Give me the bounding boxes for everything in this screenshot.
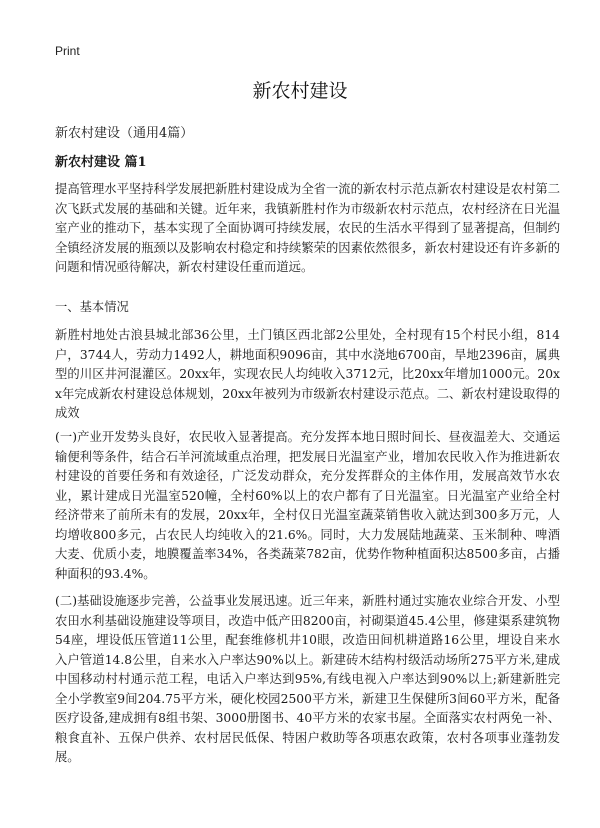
paragraph-basic-situation: 新胜村地处古浪县城北部36公里，土门镇区西北部2公里处，全村现有15个村民小组，814户，3744人，劳动力1492人，耕地面积9096亩，其中水浇地6700亩，旱地2396亩，属典型的川区井河混灌区。20xx年，实现农民人均纯收入3712元，比20xx年增加1000元。20xx年完成新农村建设总体规划，20xx年被列为市级新农村建设示范点。二、新农村建设取得的成效 [55, 328, 560, 420]
subheading-basic-situation: 一、基本情况 [55, 300, 129, 314]
document-subtitle: 新农村建设（通用4篇） [55, 126, 194, 141]
section-heading: 新农村建设 篇1 [55, 155, 147, 170]
paragraph-infrastructure: (二)基础设施逐步完善，公益事业发展迅速。近三年来，新胜村通过实施农业综合开发、小型农田水利基础设施建设等项目，改造中低产田8200亩，衬砌渠道45.4公里，修建渠系建筑物54座，埋设低压管道11公里，配套维修机井10眼，改造田间机耕道路16公里，埋设自来水入户管道14.8公里，自来水入户率达90%以上。新建砖木结构村级活动场所275平方米,建成中国移动村村通示范工程，电话入户率达到95%,有线电视入户率达到90%以上;新建新胜完全小学教室9间204.75平方米，硬化校园2500平方米，新建卫生保健所3间60平方米，配备医疗设备,建成拥有8组书架、3000册图书、40平方米的农家书屋。全面落实农村两免一补、粮食直补、五保户供养、农村居民低保、特困户救助等各项惠农政策，农村各项事业蓬勃发展。 [55, 594, 560, 764]
document-title: 新农村建设 [252, 80, 348, 102]
paragraph-industry-development: (一)产业开发势头良好，农民收入显著提高。充分发挥本地日照时间长、昼夜温差大、交通运输便利等条件，结合石羊河流域重点治理，把发展日光温室产业，增加农民收入作为推进新农村建设的首要任务和有效途径，广泛发动群众，充分发挥群众的主体作用，发展高效节水农业，累计建成日光温室520幢，全村60%以上的农户都有了日光温室。日光温室产业给全村经济带来了前所未有的发展，20xx年，全村仅日光温室蔬菜销售收入就达到300多万元，人均增收800多元，占农民人均纯收入的21.6%。同时，大力发展陆地蔬菜、玉米制种、啤酒大麦、优质小麦，地膜覆盖率34%，各类蔬菜782亩，优势作物种植面积达8500多亩，占播种面积的93.4%。 [55, 430, 560, 581]
paragraph-intro: 提高管理水平坚持科学发展把新胜村建设成为全省一流的新农村示范点新农村建设是农村第二次飞跃式发展的基础和关键。近年来，我镇新胜村作为市级新农村示范点，农村经济在日光温室产业的推动下，基本实现了全面协调可持续发展，农民的生活水平得到了显著提高，但制约全镇经济发展的瓶颈以及影响农村稳定和持续繁荣的因素依然很多，新农村建设还有许多新的问题和情况亟待解决，新农村建设任重而道远。 [55, 182, 560, 274]
print-button[interactable]: Print [55, 44, 80, 58]
